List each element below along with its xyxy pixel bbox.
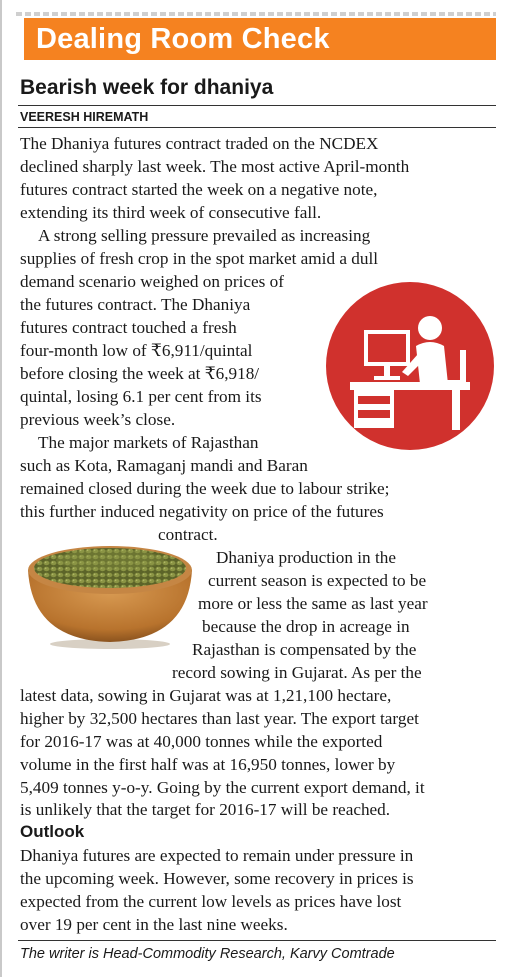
article-headline: Bearish week for dhaniya bbox=[20, 76, 274, 99]
body-line: such as Kota, Ramaganj mandi and Baran bbox=[20, 456, 308, 475]
body-line: supplies of fresh crop in the spot market amid a dull bbox=[20, 249, 378, 268]
byline-rule-bottom bbox=[18, 127, 496, 128]
office-desk-icon bbox=[324, 280, 496, 452]
section-banner: Dealing Room Check bbox=[24, 18, 496, 60]
body-line: for 2016-17 was at 40,000 tonnes while the exported bbox=[20, 732, 383, 751]
outlook-line: over 19 per cent in the last nine weeks. bbox=[20, 915, 288, 934]
byline-rule-top bbox=[18, 105, 496, 106]
body-line: quintal, losing 6.1 per cent from its bbox=[20, 387, 262, 406]
body-line: volume in the first half was at 16,950 tonnes, lower by bbox=[20, 755, 396, 774]
body-line: higher by 32,500 hectares than last year. The export target bbox=[20, 709, 419, 728]
outlook-line: expected from the current low levels as prices have lost bbox=[20, 892, 402, 911]
body-line: extending its third week of consecutive fall. bbox=[20, 203, 322, 222]
body-line: is unlikely that the target for 2016-17 will be reached. bbox=[20, 800, 391, 819]
body-line: remained closed during the week due to labour strike; bbox=[20, 479, 390, 498]
outlook-line: Dhaniya futures are expected to remain under pressure in bbox=[20, 846, 414, 865]
outlook-heading: Outlook bbox=[20, 822, 85, 841]
body-line: this further induced negativity on price of the futures bbox=[20, 502, 384, 521]
body-line: four-month low of ₹6,911/quintal bbox=[20, 341, 253, 360]
author-note: The writer is Head-Commodity Research, Karvy Comtrade bbox=[20, 946, 395, 962]
body-line: Rajasthan is compensated by the bbox=[192, 640, 417, 659]
footer-rule bbox=[18, 940, 496, 941]
body-line: futures contract touched a fresh bbox=[20, 318, 237, 337]
body-line: before closing the week at ₹6,918/ bbox=[20, 364, 260, 383]
body-line: The major markets of Rajasthan bbox=[38, 433, 259, 452]
body-line: The Dhaniya futures contract traded on the NCDEX bbox=[20, 134, 379, 153]
body-line: record sowing in Gujarat. As per the bbox=[172, 663, 422, 682]
body-line: because the drop in acreage in bbox=[202, 617, 410, 636]
body-line: Dhaniya production in the bbox=[216, 548, 396, 567]
body-line: 5,409 tonnes y-o-y. Going by the current export demand, it bbox=[20, 778, 425, 797]
byline: VEERESH HIREMATH bbox=[20, 110, 149, 124]
dhaniya-bowl-image bbox=[22, 536, 198, 650]
body-line: current season is expected to be bbox=[208, 571, 427, 590]
body-line: demand scenario weighed on prices of bbox=[20, 272, 284, 291]
banner-strip bbox=[16, 12, 496, 16]
body-line: declined sharply last week. The most active April-month bbox=[20, 157, 410, 176]
body-line: the futures contract. The Dhaniya bbox=[20, 295, 251, 314]
body-line: latest data, sowing in Gujarat was at 1,21,100 hectare, bbox=[20, 686, 392, 705]
body-line: futures contract started the week on a negative note, bbox=[20, 180, 378, 199]
body-line: A strong selling pressure prevailed as increasing bbox=[38, 226, 371, 245]
body-line: more or less the same as last year bbox=[198, 594, 428, 613]
body-line: previous week’s close. bbox=[20, 410, 176, 429]
outlook-line: the upcoming week. However, some recovery in prices is bbox=[20, 869, 414, 888]
body-line: contract. bbox=[158, 525, 218, 544]
